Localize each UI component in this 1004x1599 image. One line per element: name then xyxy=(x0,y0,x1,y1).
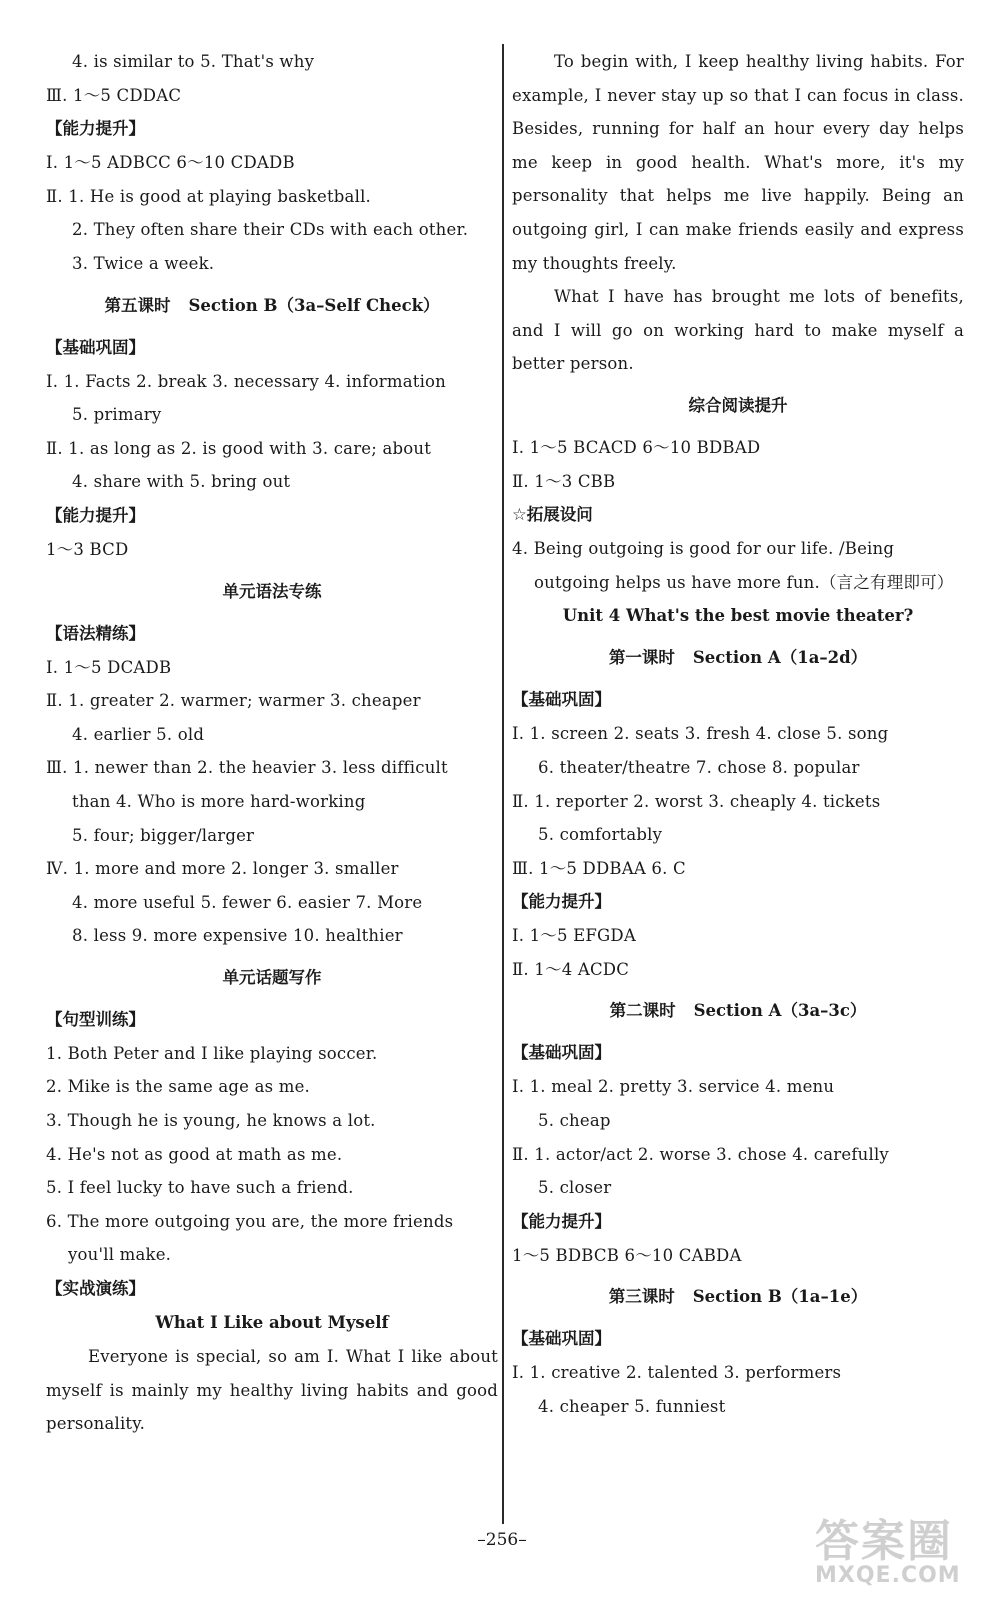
subsection-label: 【句型训练】 xyxy=(46,1009,145,1029)
answer-line: Ⅰ. 1～5 DCADB xyxy=(46,657,172,677)
answer-line: Ⅱ. 1～3 CBB xyxy=(512,471,616,491)
answer-line: 5. closer xyxy=(538,1178,612,1198)
section-heading: 综合阅读提升 xyxy=(688,395,788,415)
answer-line: Ⅲ. 1. newer than 2. the heavier 3. less difficult xyxy=(46,758,448,778)
subsection-label: 【能力提升】 xyxy=(512,892,611,912)
lesson-heading xyxy=(512,633,964,683)
answer-line: Ⅰ. 1. meal 2. pretty 3. service 4. menu xyxy=(512,1077,835,1097)
essay-title: What I Like about Myself xyxy=(155,1313,389,1333)
answer-line: 8. less 9. more expensive 10. healthier xyxy=(72,926,403,946)
lesson-section: Section A（3a–3c） xyxy=(693,1001,867,1021)
lesson-title: 第一课时 xyxy=(608,648,675,668)
lesson-heading xyxy=(46,281,498,331)
sentence-line: 4. He's not as good at math as me. xyxy=(46,1144,343,1164)
subsection-label: 【实战演练】 xyxy=(46,1279,145,1299)
lesson-title: 第二课时 xyxy=(609,1001,676,1021)
lesson-title: 第三课时 xyxy=(608,1287,675,1307)
sentence-line: 1. Both Peter and I like playing soccer. xyxy=(46,1043,378,1063)
subsection-label: 【基础巩固】 xyxy=(512,1043,611,1063)
subsection-label: 【语法精练】 xyxy=(46,623,145,643)
answer-line: 6. theater/theatre 7. chose 8. popular xyxy=(538,757,860,777)
lesson-section: Section A（1a–2d） xyxy=(692,648,868,668)
subsection-label: 【能力提升】 xyxy=(46,505,145,525)
lesson-heading xyxy=(512,1272,964,1322)
answer-line: Ⅰ. 1～5 BCACD 6～10 BDBAD xyxy=(512,437,761,457)
subsection-label: 【能力提升】 xyxy=(46,119,145,139)
sentence-line: 3. Though he is young, he knows a lot. xyxy=(46,1111,376,1131)
answer-line: Ⅱ. 1. as long as 2. is good with 3. care; about xyxy=(46,438,432,458)
essay-paragraph: Everyone is special, so am I. What I like about myself is mainly my healthy living habits and good personality. xyxy=(46,1347,498,1434)
sentence-line: 5. I feel lucky to have such a friend. xyxy=(46,1178,354,1198)
sentence-line: 2. Mike is the same age as me. xyxy=(46,1077,310,1097)
answer-line: Ⅰ. 1. screen 2. seats 3. fresh 4. close 5. song xyxy=(512,724,889,744)
subsection-label: ☆拓展设问 xyxy=(512,505,593,525)
answer-line: Ⅲ. 1～5 DDBAA 6. C xyxy=(512,858,686,878)
subsection-label: 【能力提升】 xyxy=(512,1211,611,1231)
answer-line: 5. four; bigger/larger xyxy=(72,825,255,845)
answer-line: 4. share with 5. bring out xyxy=(72,472,291,492)
subsection-label: 【基础巩固】 xyxy=(512,1329,611,1349)
answer-line: 3. Twice a week. xyxy=(72,253,215,273)
subsection-label: 【基础巩固】 xyxy=(46,337,145,357)
answer-line: Ⅱ. 1～4 ACDC xyxy=(512,959,630,979)
section-heading: 单元话题写作 xyxy=(222,967,322,987)
answer-line: 1～5 BDBCB 6～10 CABDA xyxy=(512,1245,742,1265)
watermark-logo xyxy=(815,1505,985,1593)
left-column xyxy=(46,45,498,1441)
answer-line: 5. primary xyxy=(72,405,162,425)
answer-line: 4. cheaper 5. funniest xyxy=(538,1397,726,1417)
page-number: –256– xyxy=(477,1530,527,1550)
answer-line: Ⅰ. 1～5 ADBCC 6～10 CDADB xyxy=(46,153,295,173)
answer-line: Ⅱ. 1. actor/act 2. worse 3. chose 4. carefully xyxy=(512,1144,889,1164)
sentence-line: 6. The more outgoing you are, the more friends you'll make. xyxy=(46,1211,454,1265)
answer-line: 1～3 BCD xyxy=(46,539,129,559)
answer-line: Ⅰ. 1. Facts 2. break 3. necessary 4. information xyxy=(46,371,447,391)
answer-line: Ⅲ. 1～5 CDDAC xyxy=(46,85,182,105)
essay-paragraph: To begin with, I keep healthy living habits. For example, I never stay up so that I can focus in class. Besides, running for half an hour every day helps me keep in good health. What's more, it's my personality that helps me live happily. Being an outgoing girl, I can make friends easily and express my thoughts freely. xyxy=(512,52,964,273)
right-column xyxy=(512,45,964,1424)
answer-line: Ⅱ. 1. greater 2. warmer; warmer 3. cheaper xyxy=(46,691,421,711)
section-heading: 单元语法专练 xyxy=(222,581,322,601)
answer-line: than 4. Who is more hard-working xyxy=(72,791,366,811)
answer-line: 5. cheap xyxy=(538,1111,611,1131)
lesson-heading xyxy=(512,986,964,1036)
answer-line: Ⅳ. 1. more and more 2. longer 3. smaller xyxy=(46,859,399,879)
answer-line: 4. earlier 5. old xyxy=(72,724,205,744)
subsection-label: 【基础巩固】 xyxy=(512,690,611,710)
answer-line: Ⅱ. 1. reporter 2. worst 3. cheaply 4. tickets xyxy=(512,791,881,811)
answer-line: 4. Being outgoing is good for our life. /Being outgoing helps us have more fun.（言之有理即可） xyxy=(512,539,954,592)
answer-line: Ⅱ. 1. He is good at playing basketball. xyxy=(46,186,371,206)
essay-paragraph: What I have has brought me lots of benefits, and I will go on working hard to make myself a better person. xyxy=(512,287,964,374)
column-divider xyxy=(502,44,504,1524)
answer-line: 5. comfortably xyxy=(538,825,663,845)
answer-line: 2. They often share their CDs with each other. xyxy=(72,220,469,240)
unit-title: Unit 4 What's the best movie theater? xyxy=(562,606,914,626)
lesson-section: Section B（3a–Self Check） xyxy=(188,295,440,315)
lesson-title: 第五课时 xyxy=(104,295,171,315)
answer-line: 4. more useful 5. fewer 6. easier 7. More xyxy=(72,892,423,912)
answer-line: Ⅰ. 1～5 EFGDA xyxy=(512,926,636,946)
watermark-logo-text: 答案圈 xyxy=(815,1516,953,1567)
answer-line: Ⅰ. 1. creative 2. talented 3. performers xyxy=(512,1363,842,1383)
lesson-section: Section B（1a–1e） xyxy=(692,1287,868,1307)
answer-line: 4. is similar to 5. That's why xyxy=(72,52,315,71)
watermark-site-text: MXQE.COM xyxy=(815,1563,961,1588)
